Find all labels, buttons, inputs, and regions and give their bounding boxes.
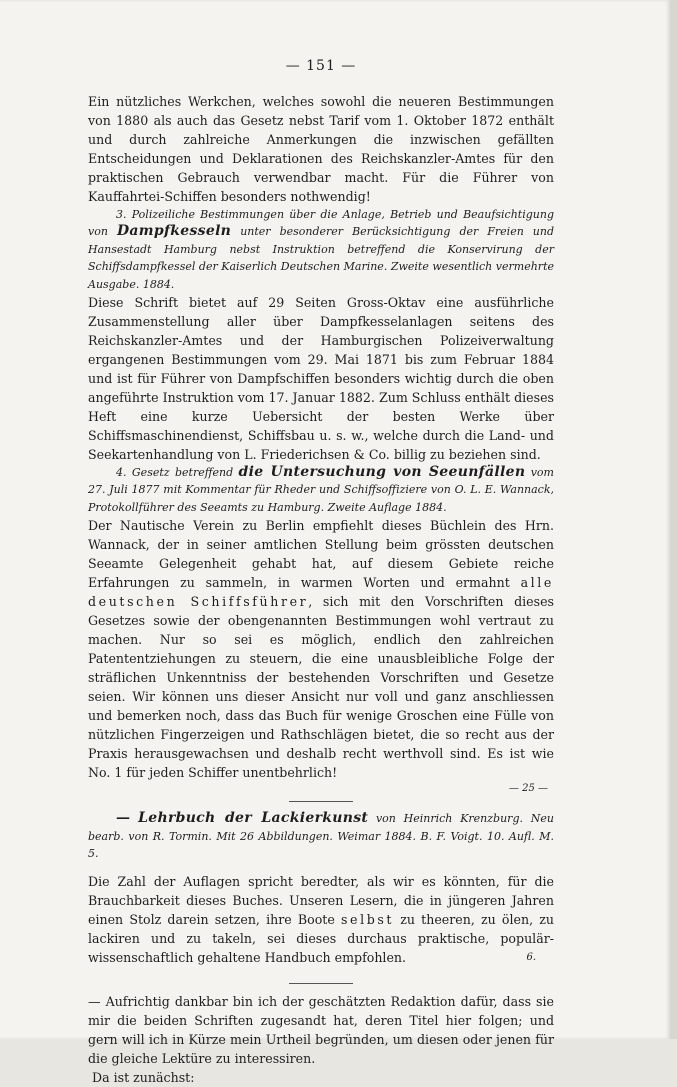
entry-4-pre: 4. Gesetz betreffend [116, 466, 234, 480]
paragraph-6: Da ist zunächst: [92, 1070, 195, 1086]
entry-4-title: die Untersuchung von Seeunfällen [238, 464, 526, 481]
paragraph-3-b: , sich mit den Vorschriften dieses Gesetzes sowie der obengenannten Bestimmungen wohl vertraut zu machen. Nur so sei es möglich, endlich den zahlreichen Patententziehungen zu steuern, die eine unausbleibliche Folge der sträflichen Unkenntniss der bestehenden Vorschriften und Gesetze seien. Wir können uns dieser Ansicht nur voll und ganz anschliessen und bemerken noch, dass das Buch für wenige Groschen eine Fülle von nützlichen Fingerzeigen und Rathschlägen bietet, die so recht aus der Praxis herausgewachsen und deshalb recht werthvoll sind. Es ist wie No. 1 für jeden Schiffer unentbehrlich! [88, 594, 554, 781]
entry-3-pre: 3. Polizeiliche Bestimmungen über die Anlage, Betrieb und Beaufsichtigung von [88, 208, 554, 239]
entry-3-post: unter besonderer Berücksichtigung der Freien und Hansestadt Hamburg nebst Instruktion betreffend die Konservirung der Schiffsdampfkessel der Kaiserlich Deutschen Marine. Zweite wesentlich vermehrte Ausgabe. 1884. [88, 225, 555, 291]
book-entry-4 [88, 464, 554, 516]
spacer [88, 862, 554, 872]
book-entry-5 [88, 810, 554, 862]
paragraph-4-b: zu theeren, zu ölen, zu lackiren und zu takeln, sei dieses durchaus praktische, populär-wissenschaftlich gehaltene Handbuch empfohlen. [88, 912, 554, 966]
page-number: — 151 — [285, 58, 357, 74]
paragraph-5: — Aufrichtig dankbar bin ich der geschätzten Redaktion dafür, dass sie mir die beiden Schriften zugesandt hat, deren Titel hier folgen; und gern will ich in Kürze mein Urtheil begründen, um diesen oder jenen für die gleiche Lektüre zu interessiren. [88, 994, 554, 1067]
paragraph-4 [88, 872, 554, 967]
paragraph-4-a: Die Zahl der Auflagen spricht beredter, als wir es könnten, für die Brauchbarkeit dieses Buches. Unseren Lesern, die in jüngeren Jahren einen Stolz darein setzen, ihre Boote [88, 874, 554, 928]
entry-5-dash: — [116, 810, 131, 827]
paragraph-3-a: Der Nautische Verein zu Berlin empfiehlt dieses Büchlein des Hrn. Wannack, der in seiner amtlichen Stellung beim grössten deutschen Seeamte Gelegenheit gehabt hat, auf diesem Gebiete reiche Erfahrungen zu sammeln, in warmen Worten und ermahnt [88, 518, 554, 591]
paragraph-3-spaced: alle deutschen Schiffsführer [88, 575, 554, 610]
book-entry-3 [88, 206, 554, 293]
entry-5-title: Lehrbuch der Lackierkunst [138, 810, 369, 827]
entry-5-post: von Heinrich Krenzburg. Neu bearb. von R. Tormin. Mit 26 Abbildungen. Weimar 1884. B. F. Voigt. 10. Aufl. M. 5. [88, 812, 554, 861]
divider-2 [289, 983, 353, 984]
paragraph-4-spaced: selbst [340, 912, 395, 928]
paragraph-3 [88, 516, 554, 782]
paragraph-1: Ein nützliches Werkchen, welches sowohl die neueren Bestimmungen von 1880 als auch das Gesetz nebst Tarif vom 1. Oktober 1872 enthält und durch zahlreiche Anmerkungen die inzwischen gefällten Entscheidungen und Deklarationen des Reichskanzler-Amtes für den praktischen Gebrauch verwendbar macht. Für die Führer von Kauffahrtei-Schiffen besonders nothwendig! [88, 94, 554, 204]
signature-2: 6. [526, 952, 536, 964]
page-text [88, 58, 554, 1087]
page-edge [670, 0, 677, 1039]
paragraph-2: Diese Schrift bietet auf 29 Seiten Gross-Oktav eine ausführliche Zusammenstellung aller über Dampfkesselanlagen seitens des Reichskanzler-Amtes und der Hamburgischen Polizeiverwaltung ergangenen Bestimmungen vom 29. Mai 1871 bis zum Februar 1884 und ist für Führer von Dampfschiffen besonders wichtig durch die oben angeführte Instruktion vom 17. Januar 1882. Zum Schluss enthält dieses Heft eine kurze Uebersicht der besten Werke über Schiffsmaschinendienst, Schiffsbau u. s. w., welche durch die Land- und Seekartenhandlung von L. Friederichsen & Co. billig zu beziehen sind. [88, 295, 554, 463]
entry-4-post: vom 27. Juli 1877 mit Kommentar für Rheder und Schiffsoffiziere von O. L. E. Wannack, Protokollführer des Seeamts zu Hamburg. Zweite Auflage 1884. [88, 466, 554, 514]
entry-3-title: Dampfkesseln [116, 223, 232, 240]
signature-1: — 25 — [508, 783, 548, 795]
divider-1 [289, 801, 353, 802]
